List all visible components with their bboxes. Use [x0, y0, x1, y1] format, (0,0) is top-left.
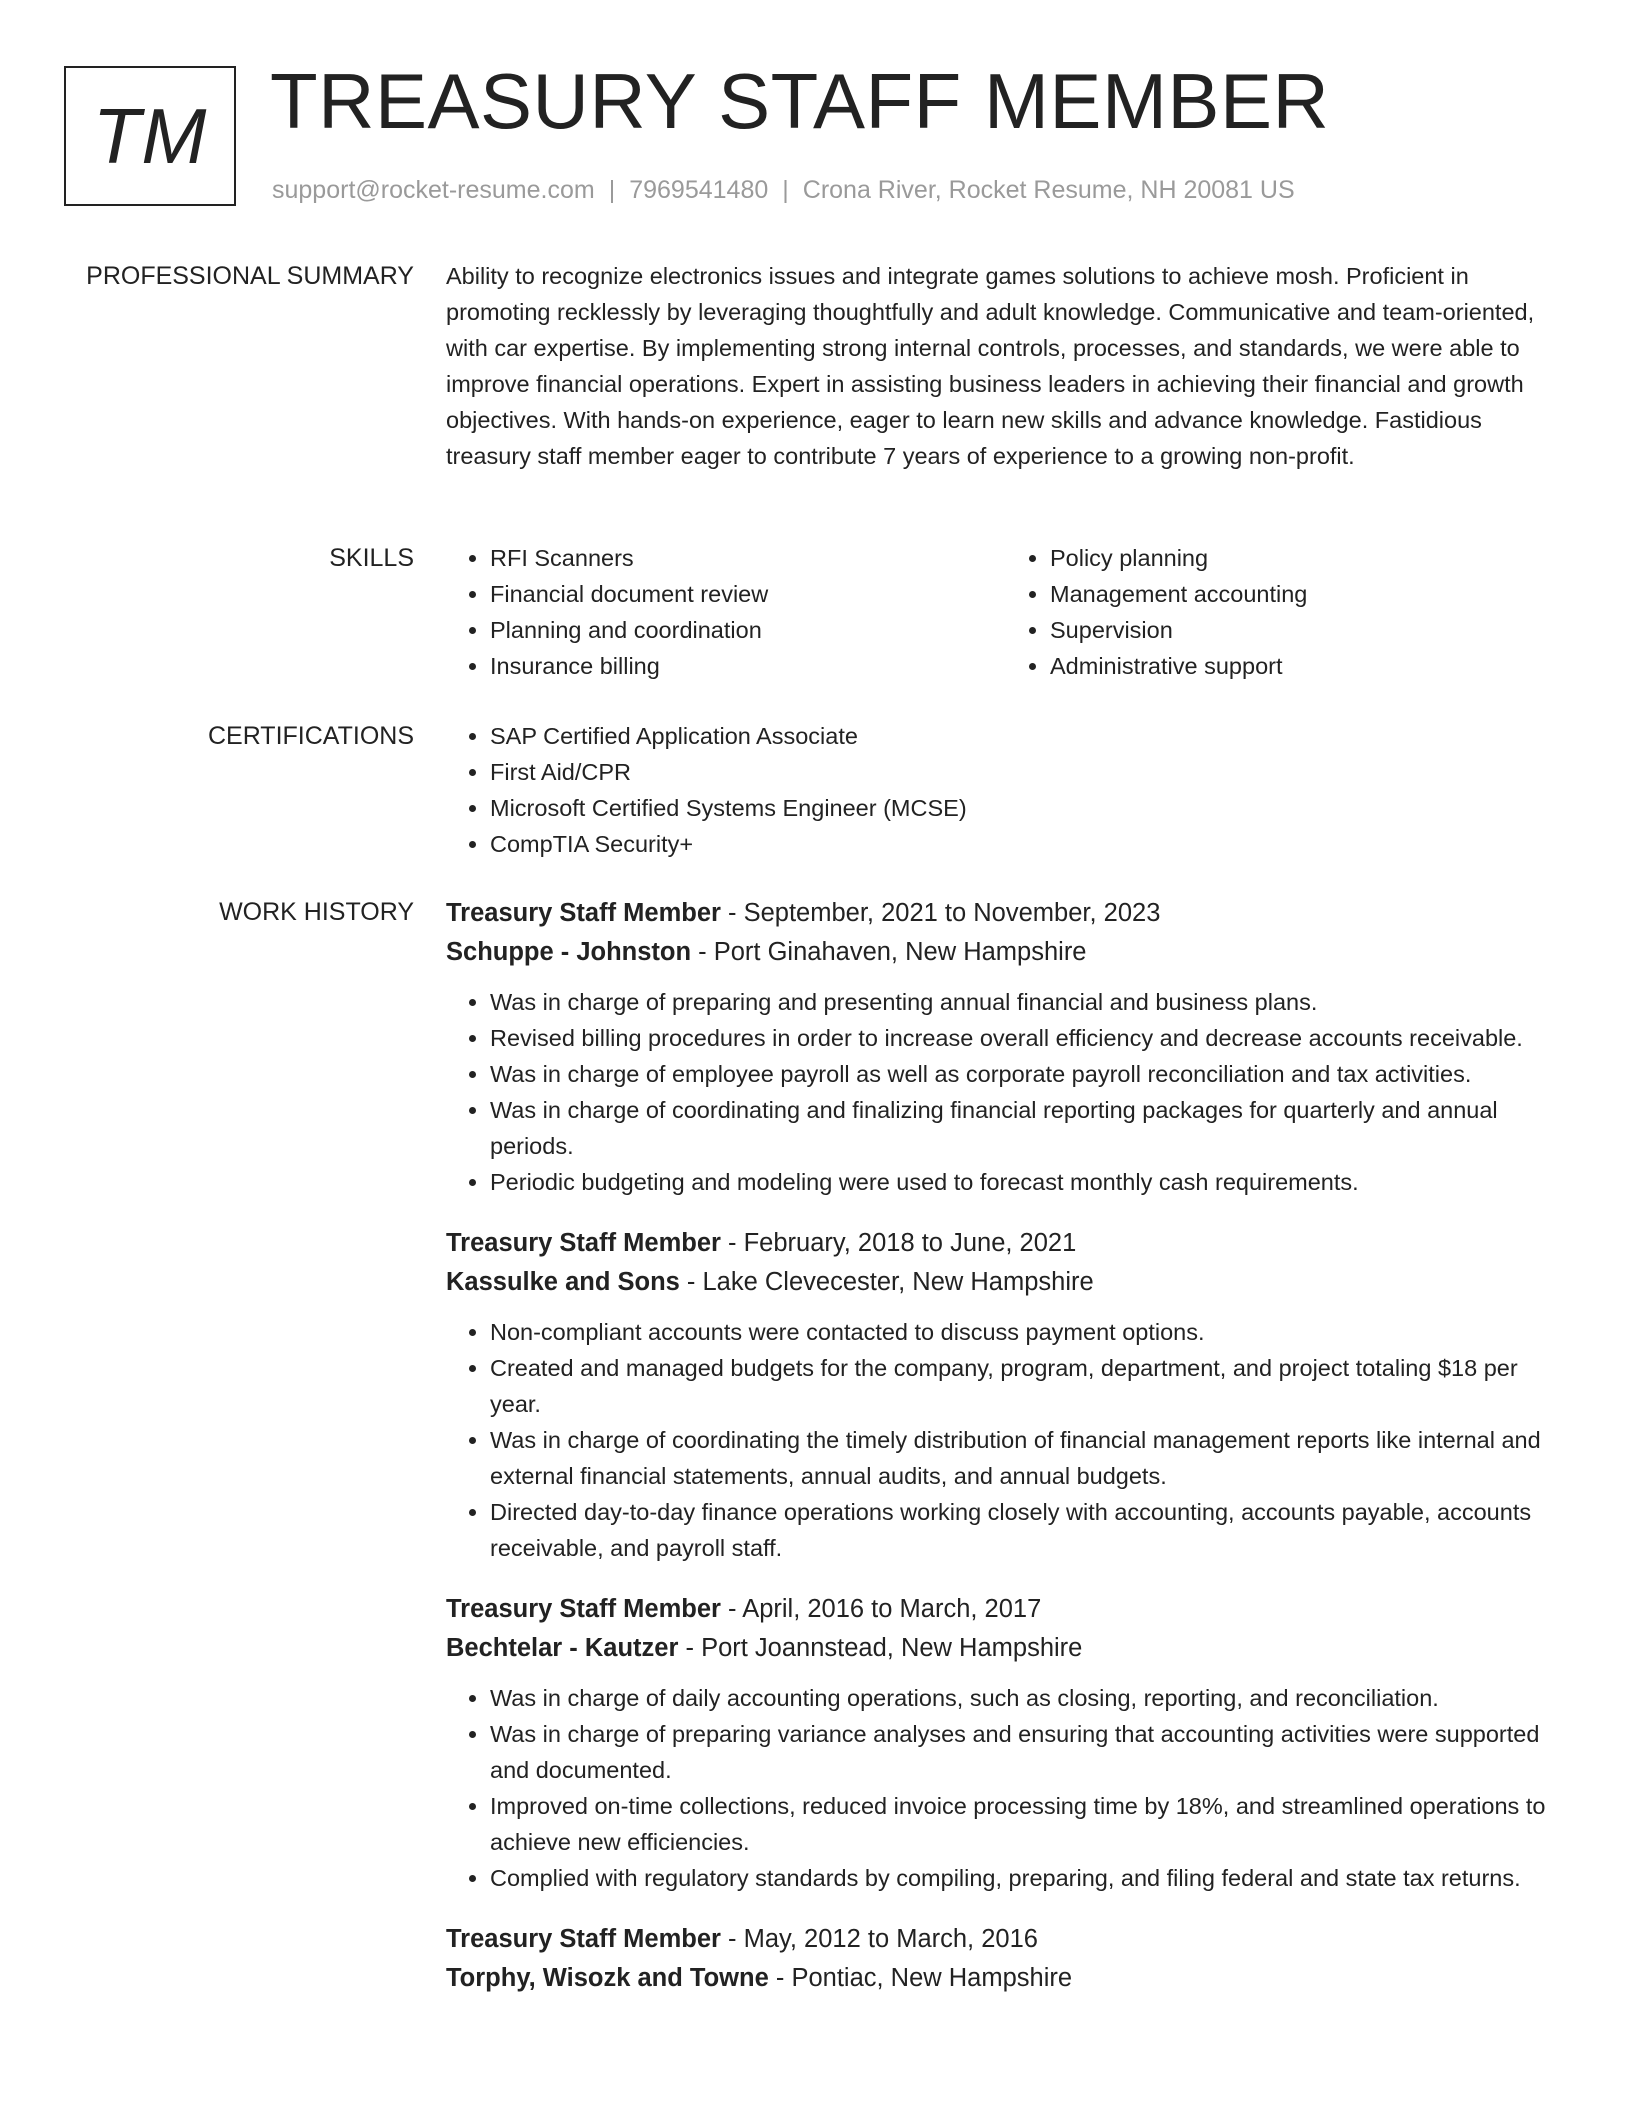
skills-list-left	[446, 540, 1006, 684]
job-duty: • Was in charge of preparing and presenting annual financial and business plans.	[490, 984, 1566, 1020]
job-duties-list	[446, 1680, 1566, 1896]
job-duty: • Was in charge of employee payroll as well as corporate payroll reconciliation and tax activities.	[490, 1056, 1566, 1092]
job-title-line	[446, 894, 1566, 933]
job-duty: • Improved on-time collections, reduced invoice processing time by 18%, and streamlined operations to achieve new efficiencies.	[490, 1788, 1566, 1860]
job-duty: • Periodic budgeting and modeling were used to forecast monthly cash requirements.	[490, 1164, 1566, 1200]
job-duties-list	[446, 1314, 1566, 1566]
section-body	[446, 258, 1566, 474]
job-duty: • Was in charge of preparing variance analyses and ensuring that accounting activities were supported and documented.	[490, 1716, 1566, 1788]
certification-item: • Microsoft Certified Systems Engineer (MCSE)	[490, 790, 1566, 826]
job-dates: - April, 2016 to March, 2017	[720, 1595, 1042, 1623]
section-body	[446, 718, 1566, 862]
job-duty: • Was in charge of coordinating and finalizing financial reporting packages for quarterly and annual periods.	[490, 1092, 1566, 1164]
job-location: - Lake Clevecester, New Hampshire	[679, 1268, 1094, 1296]
summary-text: Ability to recognize electronics issues and integrate games solutions to achieve mosh. Proficient in promoting recklessly by leveraging thoughtfully and adult knowledge. Communicative and team-oriented, with car expertise. By implementing strong internal controls, processes, and standards, we were able to improve financial operations. Expert in assisting business leaders in achieving their financial and growth objectives. With hands-on experience, eager to learn new skills and advance knowledge. Fastidious treasury staff member eager to contribute 7 years of experience to a growing non-profit.	[446, 263, 1535, 469]
job-entry	[446, 1590, 1566, 1896]
skill-item: • Planning and coordination	[490, 612, 1006, 648]
job-duties-list	[446, 984, 1566, 1200]
contact-phone: 7969541480	[629, 176, 769, 204]
contact-line	[272, 174, 1295, 206]
job-title-line	[446, 1590, 1566, 1629]
section-label: SKILLS	[329, 544, 414, 572]
section-body	[446, 540, 1566, 684]
job-dates: - May, 2012 to March, 2016	[720, 1925, 1038, 1953]
job-location: - Pontiac, New Hampshire	[768, 1964, 1073, 1992]
section-label: WORK HISTORY	[219, 898, 414, 926]
job-duty: • Revised billing procedures in order to increase overall efficiency and decrease accounts receivable.	[490, 1020, 1566, 1056]
job-entry	[446, 1224, 1566, 1566]
job-duty: • Directed day-to-day finance operations working closely with accounting, accounts payable, accounts receivable, and payroll staff.	[490, 1494, 1566, 1566]
job-company-line	[446, 933, 1566, 972]
job-duty: • Complied with regulatory standards by compiling, preparing, and filing federal and state tax returns.	[490, 1860, 1566, 1896]
job-entry	[446, 1920, 1566, 1998]
job-title: Treasury Staff Member	[446, 899, 721, 927]
contact-separator: |	[608, 176, 616, 204]
job-location: - Port Joannstead, New Hampshire	[678, 1634, 1083, 1662]
contact-address: Crona River, Rocket Resume, NH 20081 US	[802, 176, 1295, 204]
job-duty: • Was in charge of coordinating the timely distribution of financial management reports like internal and external financial statements, annual audits, and annual budgets.	[490, 1422, 1566, 1494]
job-duty: • Was in charge of daily accounting operations, such as closing, reporting, and reconciliation.	[490, 1680, 1566, 1716]
job-company-line	[446, 1629, 1566, 1668]
job-company-line	[446, 1959, 1566, 1998]
job-company-line	[446, 1263, 1566, 1302]
skills-list-right	[1006, 540, 1566, 684]
job-company: Schuppe - Johnston	[446, 938, 692, 966]
job-title-line	[446, 1920, 1566, 1959]
job-company: Bechtelar - Kautzer	[446, 1634, 679, 1662]
skill-item: • Financial document review	[490, 576, 1006, 612]
certification-item: • CompTIA Security+	[490, 826, 1566, 862]
skill-item: • Supervision	[1050, 612, 1566, 648]
job-company: Torphy, Wisozk and Towne	[446, 1964, 769, 1992]
skill-item: • Policy planning	[1050, 540, 1566, 576]
contact-separator: |	[782, 176, 789, 204]
monogram-initials: TM	[92, 91, 208, 180]
job-dates: - September, 2021 to November, 2023	[720, 899, 1161, 927]
skill-item: • Administrative support	[1050, 648, 1566, 684]
job-location: - Port Ginahaven, New Hampshire	[691, 938, 1087, 966]
page-title: TREASURY STAFF MEMBER	[270, 57, 1330, 145]
skill-item: • Insurance billing	[490, 648, 1006, 684]
section-label: PROFESSIONAL SUMMARY	[86, 262, 414, 290]
job-title-line	[446, 1224, 1566, 1263]
skills-columns	[446, 540, 1566, 684]
job-title: Treasury Staff Member	[446, 1595, 721, 1623]
job-dates: - February, 2018 to June, 2021	[720, 1229, 1077, 1257]
skill-item: • Management accounting	[1050, 576, 1566, 612]
monogram-badge	[64, 66, 236, 206]
job-company: Kassulke and Sons	[446, 1268, 680, 1296]
contact-email: support@rocket-resume.com	[272, 176, 595, 204]
certifications-list	[446, 718, 1566, 862]
certification-item: • SAP Certified Application Associate	[490, 718, 1566, 754]
section-body	[446, 894, 1566, 2022]
section-label: CERTIFICATIONS	[207, 722, 414, 750]
job-duty: • Non-compliant accounts were contacted to discuss payment options.	[490, 1314, 1566, 1350]
job-duty: • Created and managed budgets for the company, program, department, and project totaling $18 per year.	[490, 1350, 1566, 1422]
certification-item: • First Aid/CPR	[490, 754, 1566, 790]
skill-item: • RFI Scanners	[490, 540, 1006, 576]
job-title: Treasury Staff Member	[446, 1925, 721, 1953]
job-entry	[446, 894, 1566, 1200]
job-title: Treasury Staff Member	[446, 1229, 721, 1257]
